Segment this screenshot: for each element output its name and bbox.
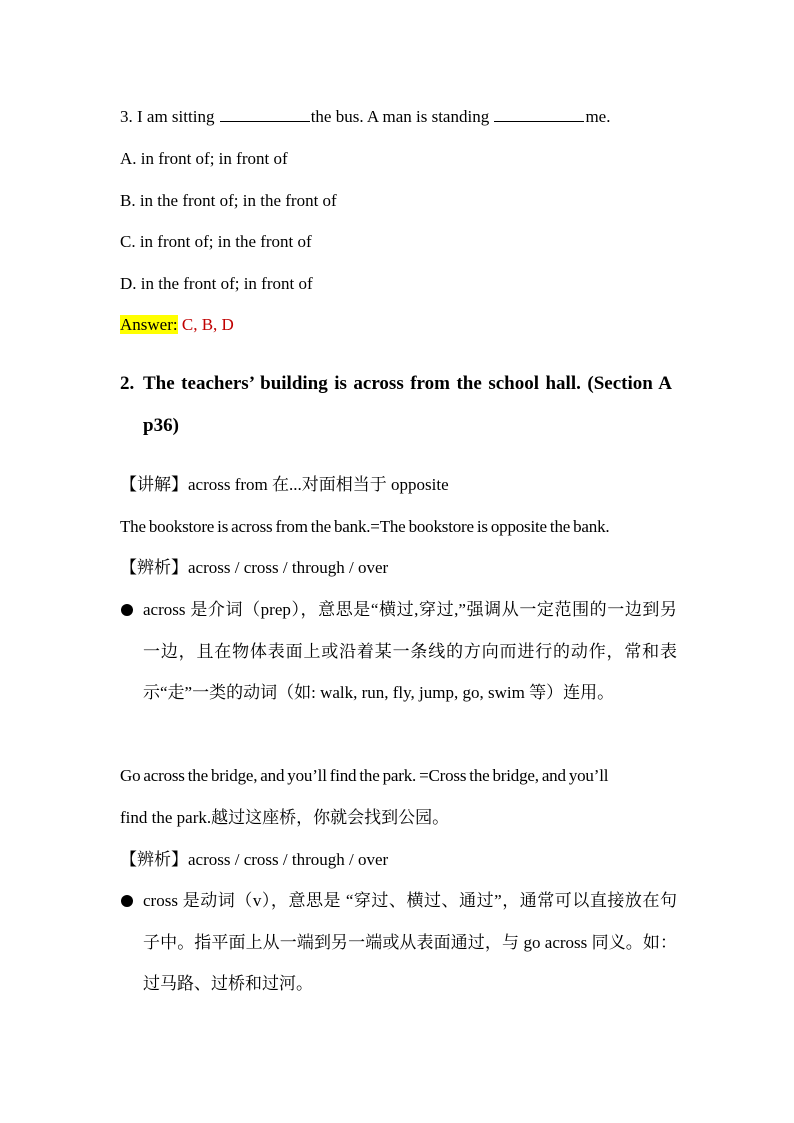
stem-part-3: me. [585, 107, 611, 126]
answer-blank-2 [494, 106, 584, 122]
option-b: B. in the front of; in the front of [120, 191, 337, 210]
option-c: C. in front of; in the front of [120, 232, 312, 251]
option-a: A. in front of; in front of [120, 149, 288, 168]
option-d: D. in the front of; in front of [120, 274, 313, 293]
question-stem [120, 106, 610, 128]
bullet-icon [121, 604, 133, 616]
example-sentence-2b: find the park.越过这座桥，你就会找到公园。 [120, 808, 450, 827]
answer-line [120, 314, 234, 336]
stem-part-1: 3. I am sitting [120, 107, 219, 126]
stem-part-2: the bus. A man is standing [310, 107, 494, 126]
answer-blank-1 [220, 106, 310, 122]
bullet-paragraph-1: across 是介词（prep），意思是“横过,穿过,”强调从一定范围的一边到另一边，且在物体表面上或沿着某一条线的方向而进行的动作，常和表示“走”一类的动词（如: walk, run, fly, jump, go, swim 等）连用。 [143, 600, 677, 702]
answer-label: Answer: [120, 315, 178, 334]
section-heading [120, 363, 672, 447]
bullet-icon [121, 895, 133, 907]
explanation-line: 【讲解】across from 在...对面相当于 opposite [120, 475, 449, 494]
example-sentence-1: The bookstore is across from the bank.=The bookstore is opposite the bank. [120, 517, 610, 536]
analysis-heading-1: 【辨析】across / cross / through / over [120, 558, 389, 577]
bullet-paragraph-2: cross 是动词（v），意思是 “穿过、横过、通过”，通常可以直接放在句子中。指平面上从一端到另一端或从表面通过，与 go across 同义。如：过马路、过桥和过河。 [143, 891, 677, 993]
section-number: 2. [120, 373, 135, 394]
analysis-heading-2: 【辨析】across / cross / through / over [120, 850, 389, 869]
example-sentence-2a: Go across the bridge, and you’ll find the park. =Cross the bridge, and you’ll [120, 766, 609, 785]
section-title: The teachers’ building is across from the school hall. (Section A p36) [143, 373, 672, 436]
answer-value: C, B, D [177, 315, 234, 334]
